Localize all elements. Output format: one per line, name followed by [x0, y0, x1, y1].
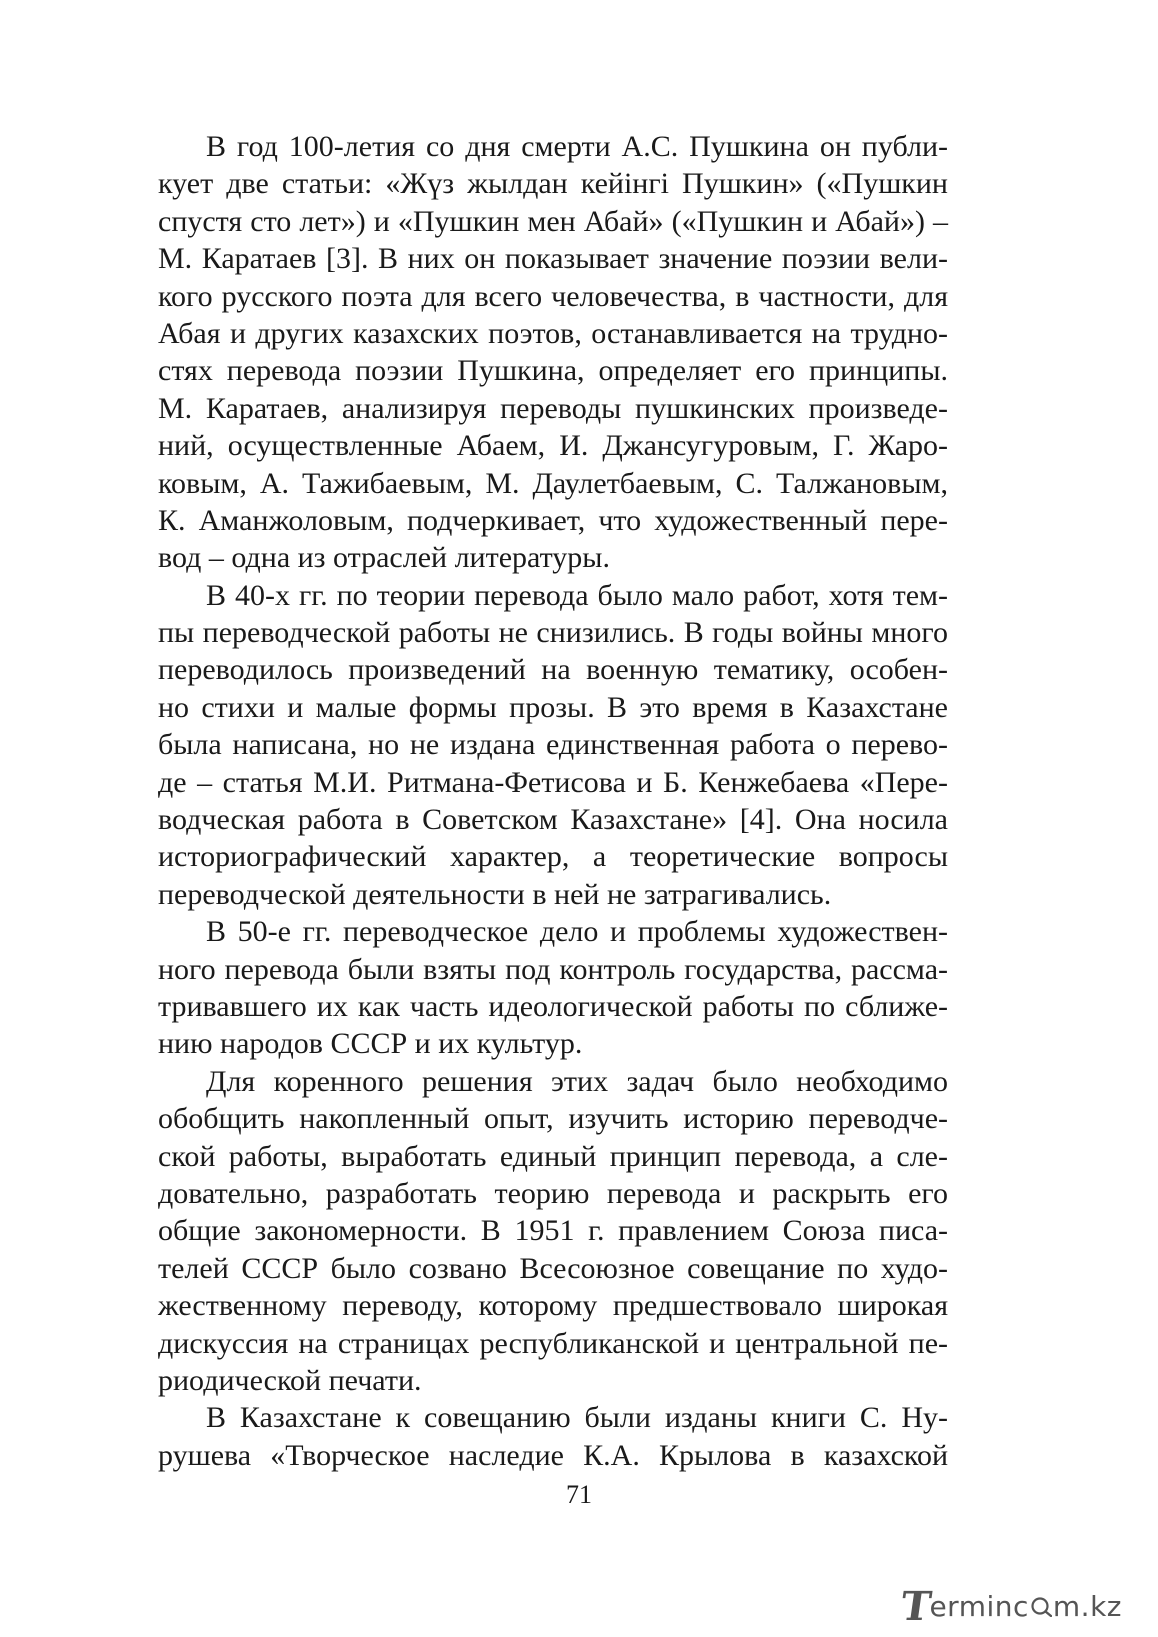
text-line: ного перевода были взяты под контроль государства, рассма- [158, 952, 948, 986]
text-line: переводческой деятельности в ней не затрагивались. [158, 877, 832, 911]
text-line: ковым, А. Тажибаевым, М. Даулетбаевым, С. Талжановым, [158, 466, 948, 500]
text-line: М. Каратаев [3]. В них он показывает значение поэзии вели- [158, 242, 948, 276]
text-line: ской работы, выработать единый принцип перевода, а сле- [158, 1139, 948, 1173]
text-line: К. Аманжоловым, подчеркивает, что художественный пере- [158, 503, 948, 537]
text-line: Для коренного решения этих задач было необходимо [206, 1064, 948, 1098]
text-line: дискуссия на страницах республиканской и центральной пе- [158, 1326, 948, 1360]
text-line: Абая и других казахских поэтов, останавливается на трудно- [158, 316, 948, 350]
text-line: вод – одна из отраслей литературы. [158, 541, 610, 575]
text-line: историографический характер, а теоретические вопросы [158, 840, 948, 874]
text-line: жественному переводу, которому предшествовало широкая [158, 1289, 948, 1323]
text-line: де – статья М.И. Ритмана-Фетисова и Б. Кенжебаева «Пере- [158, 765, 948, 799]
text-line: переводилось произведений на военную тематику, особен- [158, 653, 948, 687]
watermark-text-part2: m.kz [1052, 1589, 1122, 1623]
paragraph-4 [158, 1063, 948, 1400]
text-line: В 50-е гг. переводческое дело и проблемы художествен- [206, 915, 948, 949]
text-line: В 40-х гг. по теории перевода было мало работ, хотя тем- [206, 578, 948, 612]
text-line: В год 100-летия со дня смерти А.С. Пушкина он публи- [206, 130, 948, 163]
text-line: тривавшего их как часть идеологической работы по сближе- [158, 989, 948, 1023]
text-line: М. Каратаев, анализируя переводы пушкинских произведе- [158, 391, 948, 425]
body-text [158, 128, 948, 1474]
text-line: была написана, но не издана единственная работа о перево- [158, 728, 948, 762]
text-line: телей СССР было созвано Всесоюзное совещание по худо- [158, 1251, 948, 1285]
paragraph-5 [158, 1399, 948, 1474]
paragraph-1 [158, 128, 948, 577]
text-line: рушева «Творческое наследие К.А. Крылова в казахской [158, 1438, 948, 1472]
watermark-text-part1: erminc [929, 1589, 1029, 1623]
watermark-logo [897, 1582, 1122, 1630]
paragraph-3 [158, 913, 948, 1063]
text-line: ний, осуществленные Абаем, И. Джансугуровым, Г. Жаро- [158, 429, 948, 463]
page-number: 71 [566, 1480, 592, 1509]
text-line: кует две статьи: «Жүз жылдан кейінгі Пушкин» («Пушкин [158, 167, 948, 201]
text-line: кого русского поэта для всего человечества, в частности, для [158, 279, 948, 313]
paragraph-2 [158, 577, 948, 914]
text-line: нию народов СССР и их культур. [158, 1027, 583, 1061]
text-line: риодической печати. [158, 1363, 422, 1397]
text-line: спустя сто лет») и «Пушкин мен Абай» («Пушкин и Абай») – [158, 204, 948, 238]
magnifier-icon [1030, 1595, 1052, 1617]
text-line: но стихи и малые формы прозы. В это время в Казахстане [158, 690, 948, 724]
watermark-initial: T [897, 1582, 935, 1630]
text-line: обобщить накопленный опыт, изучить историю переводче- [158, 1102, 948, 1136]
text-line: В Казахстане к совещанию были изданы книги С. Ну- [206, 1401, 948, 1435]
text-line: пы переводческой работы не снизились. В годы войны много [158, 616, 948, 650]
text-line: общие закономерности. В 1951 г. правлением Союза писа- [158, 1214, 948, 1248]
text-line: довательно, разработать теорию перевода и раскрыть его [158, 1176, 948, 1210]
text-line: водческая работа в Советском Казахстане» [4]. Она носила [158, 803, 948, 837]
text-line: стях перевода поэзии Пушкина, определяет его принципы. [158, 354, 948, 388]
